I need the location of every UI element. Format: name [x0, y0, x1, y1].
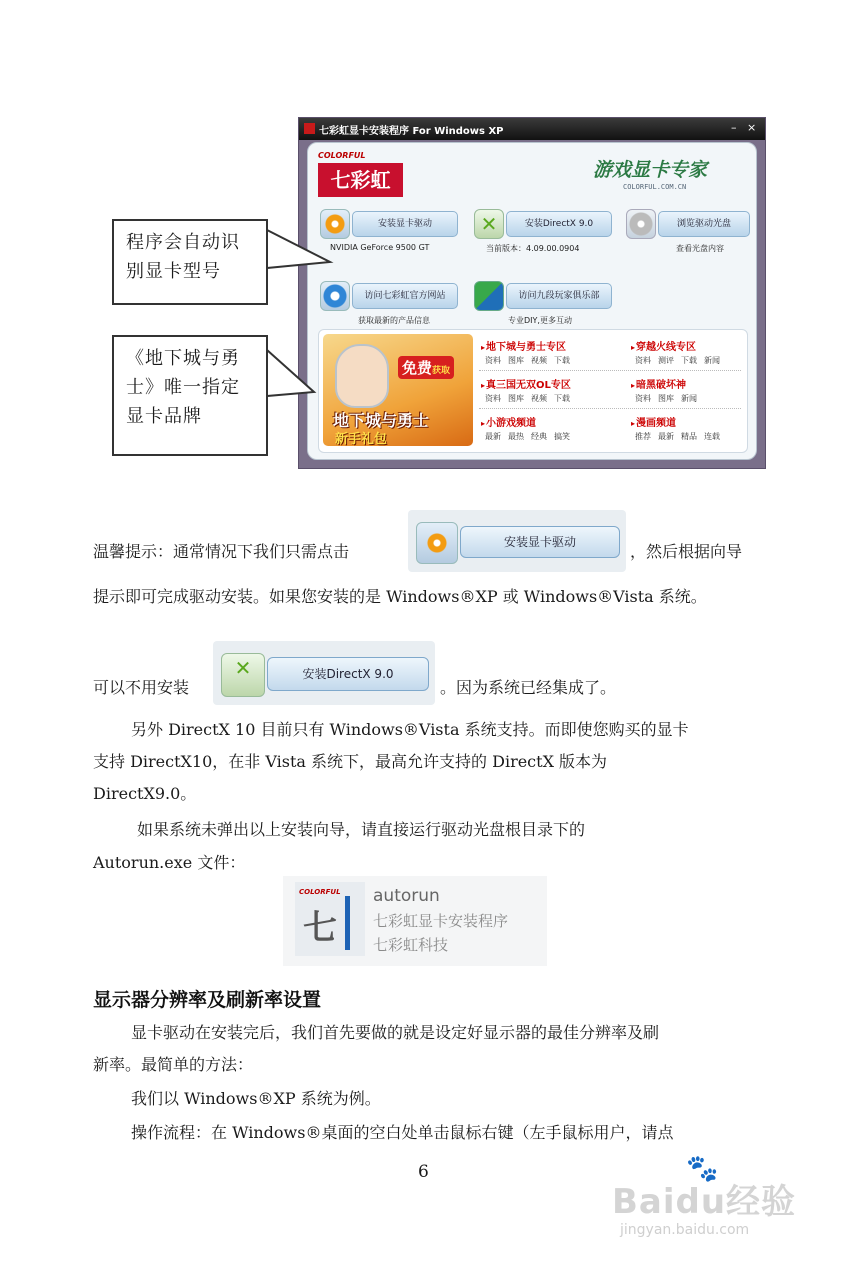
banner-game-title: 地下城与勇士: [333, 411, 430, 430]
gpu-model-label: NVIDIA GeForce 9500 GT: [330, 243, 430, 252]
autorun-icon: COLORFUL 七: [295, 882, 365, 956]
section-comics[interactable]: ▸ 漫画频道: [631, 414, 676, 429]
callout-pointer-2: [267, 350, 314, 396]
visit-site-button[interactable]: 访问七彩虹官方网站: [352, 283, 458, 309]
paragraph-directx10-line1: 另外 DirectX 10 目前只有 Windows®Vista 系统支持。而即使您购买的显卡: [131, 720, 689, 739]
paragraph-example: 我们以 Windows®XP 系统为例。: [131, 1089, 381, 1108]
game-card-expert-logo: 游戏显卡专家 COLORFUL.COM.CN: [593, 159, 708, 191]
section-dnf-links: 资料 图库 视频 下载: [485, 356, 570, 365]
free-badge: 免费获取: [398, 356, 454, 379]
section-cf[interactable]: ▸ 穿越火线专区: [631, 338, 696, 353]
section-comics-links: 推荐 最新 精品 连载: [635, 432, 720, 441]
gear-icon: [416, 522, 458, 564]
install-driver-button-image: 安装显卡驱动: [460, 526, 620, 558]
club-info-label: 专业DIY,更多互动: [508, 316, 572, 325]
visit-club-button[interactable]: 访问九段玩家俱乐部: [506, 283, 612, 309]
paragraph-resolution-line2: 新率。最简单的方法：: [93, 1055, 254, 1074]
paw-icon: 🐾: [686, 1154, 719, 1184]
site-info-label: 获取最新的产品信息: [358, 316, 430, 325]
autorun-file-image: [283, 876, 547, 966]
tip-line2: 提示即可完成驱动安装。如果您安装的是 Windows®XP 或 Windows®Vista 系统。: [93, 587, 707, 606]
install-driver-button[interactable]: 安装显卡驱动: [352, 211, 458, 237]
section-cf-links: 资料 测评 下载 新闻: [635, 356, 720, 365]
paragraph-procedure: 操作流程：在 Windows®桌面的空白处单击鼠标右键（左手鼠标用户，请点: [131, 1123, 674, 1142]
tip-suffix: ，然后根据向导: [630, 542, 743, 561]
inline-install-driver-image: [408, 510, 626, 572]
section-dnf[interactable]: ▸ 地下城与勇士专区: [481, 338, 566, 353]
section-minigames-links: 最新 最热 经典 搞笑: [485, 432, 570, 441]
section-sanguo-links: 资料 图库 视频 下载: [485, 394, 570, 403]
no-need-suffix: 。因为系统已经集成了。: [440, 678, 617, 697]
directx-version-label: 当前版本：4.09.00.0904: [486, 244, 580, 253]
paragraph-directx10-line3: DirectX9.0。: [93, 784, 197, 803]
section-heading: 显示器分辨率及刷新率设置: [93, 989, 322, 1011]
directx-icon: [221, 653, 265, 697]
cd-content-label: 查看光盘内容: [676, 244, 724, 253]
autorun-name: autorun: [373, 886, 440, 906]
callout-gpu-detect: 程序会自动识 别显卡型号: [112, 219, 268, 305]
install-directx-button-image: 安装DirectX 9.0: [267, 657, 429, 691]
brand-name: 七彩虹: [318, 163, 403, 197]
install-directx-button[interactable]: 安装DirectX 9.0: [506, 211, 612, 237]
autorun-description: 七彩虹显卡安装程序: [373, 912, 509, 930]
callout-pointer-1: [267, 230, 330, 268]
tip-prefix: 温馨提示：通常情况下我们只需点击: [93, 542, 350, 561]
banner-gift-label: 新手礼包: [335, 432, 388, 447]
section-diablo-links: 资料 图库 新闻: [635, 394, 697, 403]
close-button[interactable]: ×: [747, 121, 757, 134]
no-need-prefix: 可以不用安装: [93, 678, 190, 697]
section-diablo[interactable]: ▸ 暗黑破坏神: [631, 376, 686, 391]
callout-dnf-brand: 《地下城与勇 士》唯一指定 显卡品牌: [112, 335, 268, 456]
colorful-logo: COLORFUL 七彩虹: [318, 151, 403, 199]
baidu-watermark: 🐾 Baidu经验 jingyan.baidu.com: [612, 1154, 797, 1238]
inline-install-directx-image: [213, 641, 435, 705]
section-minigames[interactable]: ▸ 小游戏频道: [481, 414, 536, 429]
paragraph-resolution-line1: 显卡驱动在安装完后，我们首先要做的就是设定好显示器的最佳分辨率及刷: [131, 1023, 660, 1042]
page-number: 6: [418, 1162, 429, 1182]
paragraph-autorun-line2: Autorun.exe 文件：: [93, 853, 246, 872]
minimize-button[interactable]: –: [731, 121, 737, 134]
section-sanguo[interactable]: ▸ 真三国无双OL专区: [481, 376, 571, 391]
window-title: 七彩虹显卡安装程序 For Windows XP: [319, 126, 504, 137]
paragraph-autorun-line1: 如果系统未弹出以上安装向导，请直接运行驱动光盘根目录下的: [137, 820, 586, 839]
autorun-company: 七彩虹科技: [373, 936, 449, 954]
browse-cd-button[interactable]: 浏览驱动光盘: [658, 211, 750, 237]
paragraph-directx10-line2: 支持 DirectX10，在非 Vista 系统下，最高允许支持的 DirectX 版本为: [93, 752, 608, 771]
